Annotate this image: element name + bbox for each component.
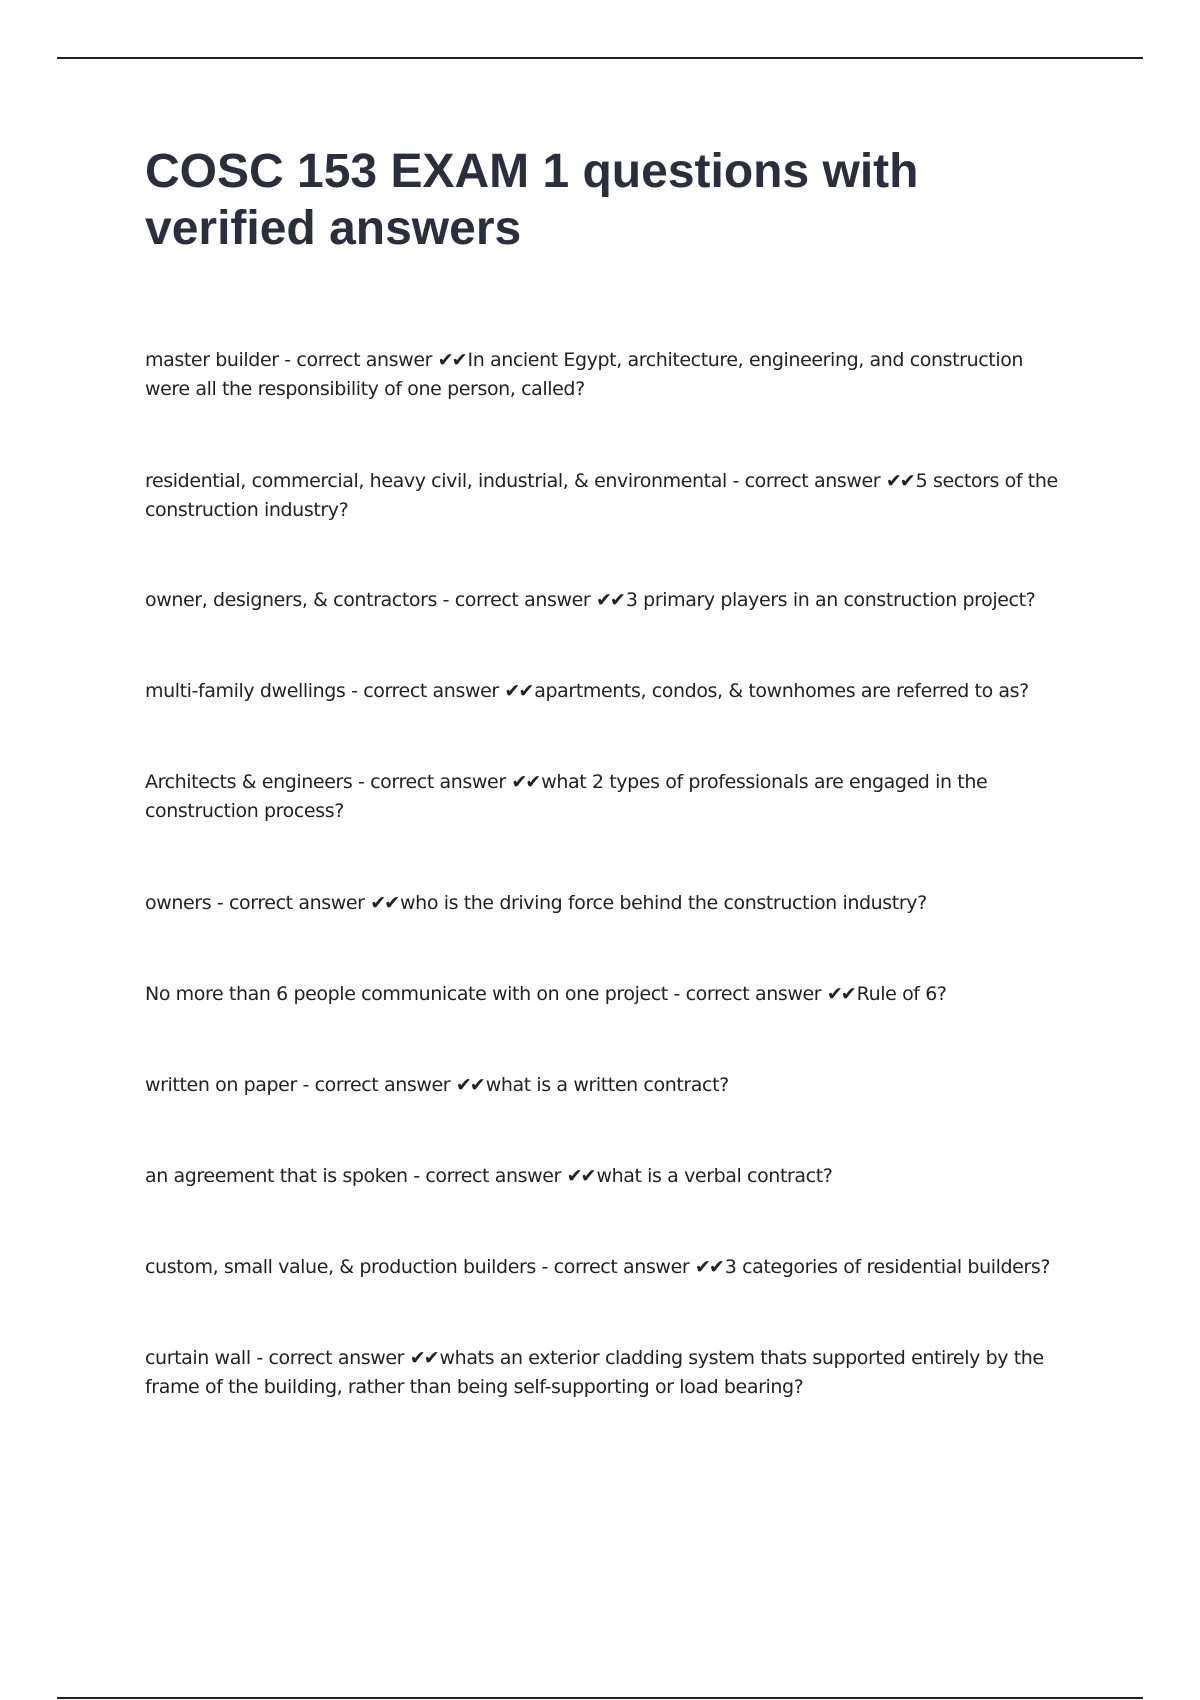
check-icon: ✔✔ xyxy=(595,589,624,611)
qa-entry xyxy=(145,980,1070,1009)
separator: - xyxy=(726,470,745,492)
separator: - xyxy=(296,1074,315,1096)
answer-label: correct answer xyxy=(363,680,499,702)
qa-entry xyxy=(145,677,1070,706)
question-text: 3 categories of residential builders? xyxy=(724,1256,1051,1278)
answer-text: custom, small value, & production builders xyxy=(145,1256,536,1278)
answer-label: correct answer xyxy=(296,349,433,371)
qa-entry xyxy=(145,768,1070,826)
answer-label: correct answer xyxy=(744,470,881,492)
question-text: 5 sectors of the construction industry? xyxy=(145,470,1058,521)
question-text: apartments, condos, & townhomes are referred to as? xyxy=(534,680,1029,702)
check-icon: ✔✔ xyxy=(370,892,399,914)
qa-entry xyxy=(145,1344,1070,1402)
answer-label: correct answer xyxy=(685,983,822,1005)
separator: - xyxy=(278,349,297,371)
qa-entry xyxy=(145,1253,1070,1282)
separator: - xyxy=(667,983,686,1005)
qa-entry xyxy=(145,889,1070,918)
question-text: Rule of 6? xyxy=(856,983,947,1005)
answer-text: master builder xyxy=(145,349,279,371)
question-text: 3 primary players in an construction project? xyxy=(625,589,1036,611)
question-text: what 2 types of professionals are engaged in the construction process? xyxy=(145,771,988,822)
separator: - xyxy=(407,1165,426,1187)
separator: - xyxy=(352,771,371,793)
answer-label: correct answer xyxy=(228,892,365,914)
qa-entry xyxy=(145,1162,1070,1191)
separator: - xyxy=(211,892,229,914)
check-icon: ✔✔ xyxy=(826,983,855,1005)
separator: - xyxy=(437,589,455,611)
check-icon: ✔✔ xyxy=(566,1165,595,1187)
answer-text: multi-family dwellings xyxy=(145,680,346,702)
check-icon: ✔✔ xyxy=(409,1347,438,1369)
answer-text: Architects & engineers xyxy=(145,771,353,793)
qa-entry xyxy=(145,467,1070,525)
check-icon: ✔✔ xyxy=(437,349,466,371)
check-icon: ✔✔ xyxy=(504,680,533,702)
check-icon: ✔✔ xyxy=(455,1074,484,1096)
footer-rule xyxy=(57,1697,1143,1699)
question-text: what is a written contract? xyxy=(485,1074,729,1096)
question-text: who is the driving force behind the construction industry? xyxy=(400,892,927,914)
answer-label: correct answer xyxy=(425,1165,561,1187)
check-icon: ✔✔ xyxy=(694,1256,723,1278)
answer-text: an agreement that is spoken xyxy=(145,1165,408,1187)
answer-text: owner, designers, & contractors xyxy=(145,589,437,611)
answer-text: No more than 6 people communicate with on one project xyxy=(145,983,668,1005)
answer-text: written on paper xyxy=(145,1074,297,1096)
separator: - xyxy=(535,1256,554,1278)
document-title: COSC 153 EXAM 1 questions with verified answers xyxy=(145,145,919,255)
answer-label: correct answer xyxy=(314,1074,451,1096)
separator: - xyxy=(345,680,364,702)
qa-entry xyxy=(145,586,1070,615)
check-icon: ✔✔ xyxy=(511,771,540,793)
answer-label: correct answer xyxy=(454,589,591,611)
question-text: whats an exterior cladding system thats supported entirely by the frame of the building, rather than being self-supporting or load bearing? xyxy=(145,1347,1044,1398)
answer-text: residential, commercial, heavy civil, industrial, & environmental xyxy=(145,470,727,492)
answer-label: correct answer xyxy=(370,771,506,793)
question-text: what is a verbal contract? xyxy=(596,1165,833,1187)
answer-text: owners xyxy=(145,892,212,914)
check-icon: ✔✔ xyxy=(885,470,914,492)
answer-text: curtain wall xyxy=(145,1347,251,1369)
separator: - xyxy=(250,1347,269,1369)
header-rule xyxy=(57,57,1143,59)
question-text: In ancient Egypt, architecture, engineering, and construction were all the responsibility of one person, called? xyxy=(145,349,1024,400)
qa-entry xyxy=(145,346,1070,404)
qa-entry xyxy=(145,1071,1070,1100)
answer-label: correct answer xyxy=(268,1347,405,1369)
answer-label: correct answer xyxy=(553,1256,690,1278)
